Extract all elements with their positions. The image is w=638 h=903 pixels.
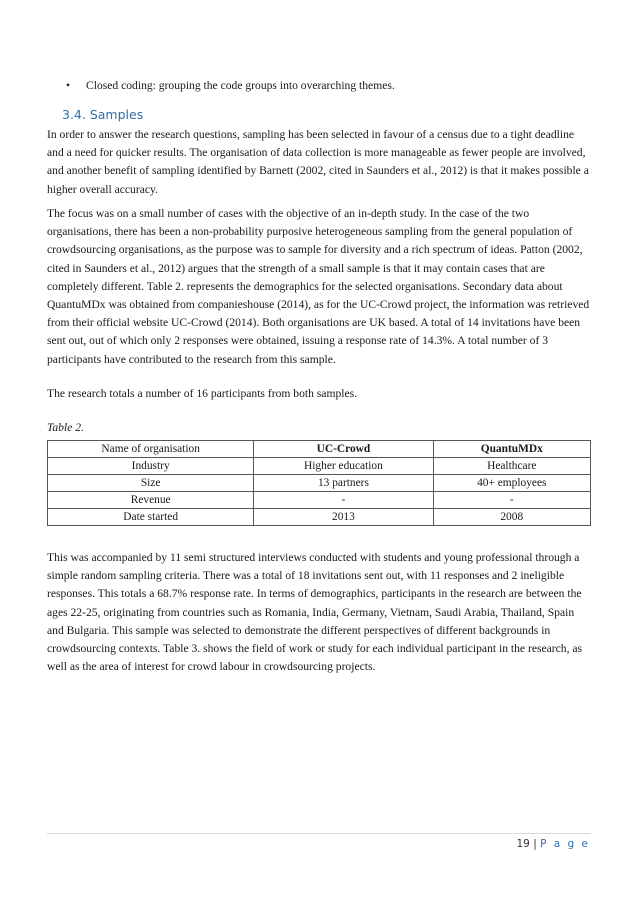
- table-header-cell: Name of organisation: [48, 441, 254, 458]
- paragraph-totals: The research totals a number of 16 participants from both samples.: [47, 387, 358, 400]
- table-cell: Date started: [48, 509, 254, 526]
- page-label: P a g e: [540, 838, 590, 850]
- table-cell: Industry: [48, 458, 254, 475]
- table-cell: Revenue: [48, 492, 254, 509]
- table-caption: Table 2.: [47, 421, 84, 434]
- paragraph-interviews: This was accompanied by 11 semi structured interviews conducted with students and young professional through a simple random sampling criteria. There was a total of 18 invitations sent out, with 11 responses and 2 ineligible responses. This totals a 68.7% response rate. In terms of demographics, participants in the research are between the ages 22-25, originating from countries such as Romania, India, Germany, Vietnam, Saudi Arabia, Thailand, Spain and Bulgaria. This sample was selected to demonstrate the different perspectives of different backgrounds in crowdsourcing contexts. Table 3. shows the field of work or study for each individual participant in the research, as well as the area of interest for crowd labour in crowdsourcing projects.: [47, 551, 583, 674]
- bullet-text: Closed coding: grouping the code groups into overarching themes.: [86, 79, 395, 92]
- page-footer: [516, 838, 590, 850]
- table-header-cell: UC-Crowd: [254, 441, 433, 458]
- table-cell: Healthcare: [433, 458, 590, 475]
- page-separator: |: [533, 838, 537, 850]
- table-row: [48, 492, 591, 509]
- demographics-table: [47, 440, 591, 526]
- table-cell: Size: [48, 475, 254, 492]
- table-header-cell: QuantuMDx: [433, 441, 590, 458]
- table-header-row: [48, 441, 591, 458]
- table-row: [48, 458, 591, 475]
- paragraph-sampling-intro: In order to answer the research questions, sampling has been selected in favour of a census due to a tight deadline and a need for quicker results. The organisation of data collection is more manageable as fewer people are involved, and another benefit of sampling identified by Barnett (2002, cited in Saunders et al., 2012) is that it makes possible a higher overall accuracy.: [47, 128, 589, 196]
- table-row: [48, 475, 591, 492]
- table-row: [48, 509, 591, 526]
- footer-divider: [47, 833, 591, 834]
- table-cell: 2008: [433, 509, 590, 526]
- table-cell: 40+ employees: [433, 475, 590, 492]
- table-cell: Higher education: [254, 458, 433, 475]
- bullet-icon: •: [66, 79, 71, 92]
- paragraph-focus: The focus was on a small number of cases with the objective of an in-depth study. In the case of the two organisations, there has been a non-probability purposive heterogeneous sampling from the general population of crowdsourcing organisations, as the purpose was to sample for diversity and a rich spectrum of ideas. Patton (2002, cited in Saunders et al., 2012) argues that the strength of a small sample is that it may contain cases that are completely different. Table 2. represents the demographics for the selected organisations. Secondary data about QuantuMDx was obtained from companieshouse (2014), as for the UC-Crowd project, the information was retrieved from their official website UC-Crowd (2014). Both organisations are UK based. A total of 14 invitations have been sent out, out of which only 2 responses were obtained, issuing a response rate of 14.3%. A total number of 3 participants have contributed to the research from this sample.: [47, 207, 590, 366]
- table-cell: -: [254, 492, 433, 509]
- table-cell: -: [433, 492, 590, 509]
- page-number: 19: [516, 838, 530, 850]
- section-heading: 3.4. Samples: [62, 107, 144, 122]
- table-cell: 13 partners: [254, 475, 433, 492]
- table-cell: 2013: [254, 509, 433, 526]
